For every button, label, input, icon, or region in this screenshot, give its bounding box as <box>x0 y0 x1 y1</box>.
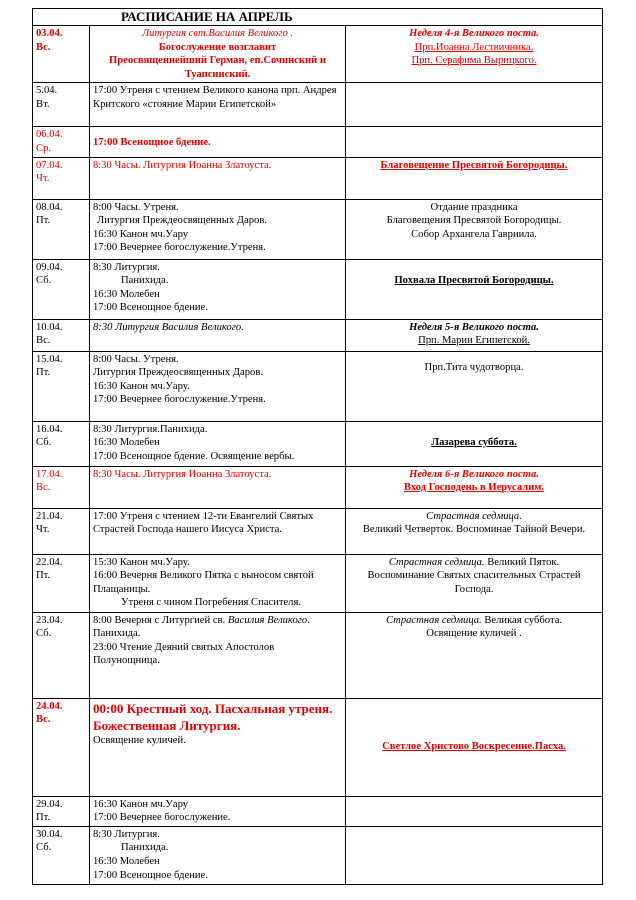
feast-line-italic: Страстная седмица. <box>385 614 482 626</box>
service-cell <box>90 351 346 421</box>
feast-line: Неделя 4-я Великого поста. <box>409 28 539 39</box>
service-line: 16:30 Молебен <box>93 288 160 300</box>
weekday: Вс. <box>36 714 51 726</box>
service-line: 00:00 Крестный ход. Пасхальная утреня. Божественная Литургия. <box>93 700 333 733</box>
date: 10.04. <box>36 321 63 333</box>
service-line: 16:30 Канон мч.Уару <box>93 798 189 810</box>
service-cell <box>90 796 346 826</box>
service-line: 8:30 Литургия Василия Великого. <box>93 321 244 333</box>
date-cell <box>33 319 90 351</box>
service-line: 16:30 Молебен <box>93 855 160 867</box>
feast-line <box>349 556 599 570</box>
service-line: 17:00 Утреня с чтением Великого канона прп. Андрея Критского «стояние Марии Египетской» <box>93 85 337 110</box>
service-line: 23:00 Чтение Деяний святых Апостолов Полунощница. <box>93 641 275 667</box>
date: 30.04. <box>36 828 63 840</box>
service-cell <box>90 259 346 319</box>
weekday: Сб. <box>36 275 52 287</box>
service-line: 17:00 Всенощное бдение. <box>93 302 208 314</box>
service-line: 17:00 Вечернее богослужение.Утреня. <box>93 394 266 406</box>
service-cell <box>90 826 346 884</box>
service-line: 8:00 Часы. Утреня. <box>93 201 179 213</box>
service-line: 16:30 Канон мч.Уару <box>93 228 189 240</box>
schedule-row <box>33 612 603 698</box>
schedule-row <box>33 508 603 554</box>
service-line: 8:30 Часы. Литургия Иоанна Златоуста. <box>93 468 272 480</box>
weekday: Пт. <box>36 367 51 379</box>
date: 22.04. <box>36 556 63 568</box>
date: 08.04. <box>36 201 63 213</box>
schedule-row <box>33 157 603 199</box>
schedule-row <box>33 127 603 157</box>
schedule-row <box>33 319 603 351</box>
service-line: 8:30 Литургия. <box>93 261 160 273</box>
weekday: Сб. <box>36 842 52 854</box>
date-cell <box>33 508 90 554</box>
date-cell <box>33 698 90 796</box>
feast-cell <box>346 698 603 796</box>
service-line: 17:00 Всенощное бдение. <box>93 869 208 881</box>
weekday: Вс. <box>36 41 51 53</box>
date-cell <box>33 83 90 127</box>
weekday: Чт. <box>36 524 50 536</box>
feast-line: Неделя 6-я Великого поста. <box>409 468 539 480</box>
service-line: 8:30 Часы. Литургия Иоанна Златоуста. <box>93 159 272 171</box>
schedule-table <box>32 8 603 885</box>
weekday: Сб. <box>36 628 52 640</box>
schedule-row <box>33 698 603 796</box>
schedule-row <box>33 466 603 508</box>
service-cell <box>90 612 346 698</box>
schedule-row <box>33 83 603 127</box>
service-line: Литургия Преждеосвященных Даров. <box>97 215 267 227</box>
feast-line: Лазарева суббота. <box>431 436 517 448</box>
feast-line: Страстная седмица. <box>426 510 522 522</box>
feast-cell <box>346 508 603 554</box>
service-line: 8:00 Часы. Утреня. <box>93 353 179 365</box>
feast-line: Благовещение Пресвятой Богородицы. <box>380 159 568 171</box>
service-text: 8:00 Вечерня с Литургией св. <box>93 614 226 626</box>
date: 16.04. <box>36 423 63 435</box>
service-text: . Панихида. <box>93 614 310 640</box>
feast-line: Освящение куличей . <box>426 628 522 640</box>
feast-line <box>349 614 599 628</box>
service-cell <box>90 466 346 508</box>
service-line: Панихида. <box>121 842 169 854</box>
service-cell <box>90 554 346 612</box>
service-cell <box>90 26 346 83</box>
service-line: Литургия свт.Василия Великого . <box>141 28 294 39</box>
feast-line: Великий Четверток. Воспоминае Тайной Вечери. <box>362 524 586 536</box>
feast-line: Неделя 5-я Великого поста. <box>409 321 539 333</box>
weekday: Вс. <box>36 482 51 494</box>
feast-cell <box>346 26 603 83</box>
date: 15.04. <box>36 353 63 365</box>
schedule-row <box>33 421 603 466</box>
service-line: Литургия Преждеосвященных Даров. <box>93 367 263 379</box>
service-line: 8:30 Литургия. <box>93 828 160 840</box>
service-line: Панихида. <box>121 275 169 287</box>
feast-line: Прп. Марии Египетской. <box>418 335 530 347</box>
feast-cell <box>346 83 603 127</box>
weekday: Пт. <box>36 812 51 824</box>
service-cell <box>90 319 346 351</box>
feast-line: Прп. Серафима Вырицкого. <box>411 55 537 67</box>
feast-line-italic: Страстная седмица. <box>388 556 485 568</box>
date-cell <box>33 199 90 259</box>
service-line: 17:00 Вечернее богослужение. <box>93 812 231 824</box>
feast-cell <box>346 127 603 157</box>
date: 17.04. <box>36 468 63 480</box>
service-cell <box>90 83 346 127</box>
weekday: Чт. <box>36 173 50 185</box>
service-line: 16:30 Канон мч.Уару. <box>93 380 190 392</box>
weekday: Сб. <box>36 437 52 449</box>
feast-line: Отдание праздника <box>430 201 518 213</box>
date: 21.04. <box>36 510 63 522</box>
feast-cell <box>346 612 603 698</box>
service-cell <box>90 157 346 199</box>
feast-cell <box>346 319 603 351</box>
schedule-row <box>33 259 603 319</box>
service-line: 17:00 Всенощное бдение. <box>93 137 211 149</box>
feast-cell <box>346 826 603 884</box>
feast-cell <box>346 199 603 259</box>
date: 29.04. <box>36 798 63 810</box>
date-cell <box>33 466 90 508</box>
service-line: Богослужение возглавит <box>158 41 277 53</box>
service-line: 16:30 Молебен <box>93 437 160 449</box>
date-cell <box>33 157 90 199</box>
feast-cell <box>346 554 603 612</box>
schedule-row <box>33 199 603 259</box>
service-line: 15:30 Канон мч.Уару. <box>93 556 190 568</box>
service-line <box>93 614 342 641</box>
feast-line: Прп.Иоанна Лествичника. <box>414 41 534 53</box>
schedule-row <box>33 796 603 826</box>
service-line: 8:30 Литургия.Панихида. <box>93 423 208 435</box>
date-cell <box>33 796 90 826</box>
feast-line: Светлое Христово Воскресение.Пасха. <box>382 741 566 753</box>
service-cell <box>90 508 346 554</box>
service-cell <box>90 199 346 259</box>
feast-line-rest: Великая суббота. <box>481 614 563 626</box>
date: 5.04. <box>36 85 58 97</box>
date: 09.04. <box>36 261 63 273</box>
date-cell <box>33 26 90 83</box>
weekday: Пт. <box>36 215 51 227</box>
service-line: Преосвященнейший Герман, еп.Сочинский и Туапсинский. <box>109 55 326 80</box>
feast-line-rest: Великий Пяток. <box>484 556 560 568</box>
date-cell <box>33 351 90 421</box>
service-line: 16:00 Вечерня Великого Пятка с выносом святой Плащаницы. <box>93 570 314 595</box>
date-cell <box>33 259 90 319</box>
weekday: Вт. <box>36 98 50 110</box>
schedule-row <box>33 26 603 83</box>
service-cell <box>90 698 346 796</box>
service-line: 17:00 Утреня с чтением 12-ти Евангелий Святых Страстей Господа нашего Иисуса Христа. <box>93 510 314 536</box>
service-line: 17:00 Всенощное бдение. Освящение вербы. <box>93 450 295 462</box>
date: 06.04. <box>36 129 63 141</box>
feast-line: Благовещения Пресвятой Богородицы. <box>386 215 562 227</box>
weekday: Вс. <box>36 335 51 347</box>
feast-line: Воспоминание Святых спасительных Страстей Господа. <box>367 570 581 595</box>
date: 07.04. <box>36 159 63 171</box>
page-title: РАСПИСАНИЕ НА АПРЕЛЬ <box>33 9 603 26</box>
service-text-italic: Василия Великого <box>227 614 308 626</box>
date: 23.04. <box>36 614 63 626</box>
feast-line: Похвала Пресвятой Богородицы. <box>394 274 554 286</box>
feast-line: Собор Архангела Гавриила. <box>411 228 537 240</box>
date: 03.04. <box>36 28 63 39</box>
service-cell <box>90 421 346 466</box>
schedule-row <box>33 351 603 421</box>
date-cell <box>33 421 90 466</box>
feast-cell <box>346 421 603 466</box>
weekday: Ср. <box>36 142 52 154</box>
date-cell <box>33 554 90 612</box>
service-line: 17:00 Вечернее богослужение.Утреня. <box>93 242 266 254</box>
service-line: Освящение куличей. <box>93 734 186 746</box>
feast-cell <box>346 259 603 319</box>
schedule-row <box>33 826 603 884</box>
date: 24.04. <box>36 700 63 712</box>
title-row <box>33 9 603 26</box>
feast-line: Вход Господень в Иерусалим. <box>403 482 545 494</box>
feast-cell <box>346 351 603 421</box>
feast-cell <box>346 466 603 508</box>
date-cell <box>33 612 90 698</box>
date-cell <box>33 127 90 157</box>
schedule-row <box>33 554 603 612</box>
date-cell <box>33 826 90 884</box>
feast-line: Прп.Тита чудотворца. <box>424 361 524 373</box>
service-line: Утреня с чином Погребения Спасителя. <box>121 597 301 609</box>
weekday: Пт. <box>36 570 51 582</box>
feast-cell <box>346 157 603 199</box>
service-cell <box>90 127 346 157</box>
feast-cell <box>346 796 603 826</box>
